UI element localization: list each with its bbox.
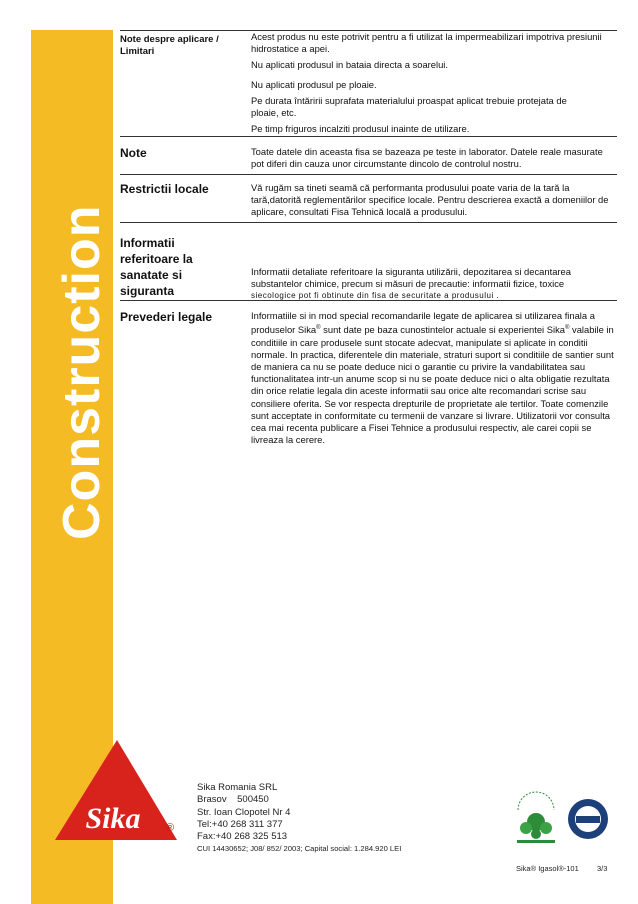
company-city: Brasov: [197, 794, 227, 806]
divider: [120, 222, 617, 223]
footer-page-number: 3/3: [597, 864, 608, 873]
registered-mark: ®: [166, 822, 175, 834]
divider: [120, 300, 617, 301]
company-postal: 500450: [237, 794, 269, 806]
text-line: Pe durata întăririi suprafata materialului proaspat aplicat trebuie protejata de ploaie, etc.: [251, 95, 567, 118]
text-line: Nu aplicati produsul in bataia directa a soarelui.: [251, 59, 448, 70]
section-label: Informatii referitoare la sanatate si siguranta: [120, 236, 193, 298]
sup-mark: ®: [565, 325, 570, 332]
text-part: sunt date pe baza cunostintelor actuale si experientei Sika: [320, 324, 565, 336]
text-line: Pe timp friguros incalziti produsul inainte de utilizare.: [251, 123, 470, 134]
company-name: Sika Romania SRL: [197, 782, 278, 793]
text-line: Informatii detaliate referitoare la siguranta utilizării, depozitarea si decantarea substantelor chimice, precum si măsuri de precautie: informatii fizice, toxice: [251, 266, 571, 289]
section-text: Vă rugăm sa tineti seamă că performanta produsului poate varia de la tară la tară,datorită reglementărilor specifice locale. Pentru descrierea exactă a domeniilor de aplicare, consultati Fisa Tehnică locală a produsului.: [251, 182, 609, 217]
section-label: Prevederi legale: [120, 310, 213, 324]
company-legal: CUI 14430652; J08/ 852/ 2003; Capital social: 1.284.920 LEI: [197, 844, 402, 854]
sika-logo: [55, 740, 177, 840]
footer-product: Sika® Igasol®-101: [516, 864, 579, 873]
section-label: Note: [120, 146, 147, 160]
eco-certification-icon: [512, 790, 560, 845]
section-label: Note despre aplicare / Limitari: [120, 34, 219, 57]
sidebar-vertical-title: Construction: [53, 204, 111, 540]
company-city-line: [197, 794, 401, 806]
section-text: [251, 31, 617, 135]
text-line: Nu aplicati produsul pe ploaie.: [251, 79, 377, 90]
svg-text:Sika: Sika: [85, 802, 141, 835]
text-part: Informatiile si in mod special recomandarile legate de aplicarea si utilizarea finala a produselor Sika: [251, 310, 595, 336]
divider: [120, 174, 617, 175]
text-line: Acest produs nu este potrivit pentru a fi utilizat la impermeabilizari impotriva presiunii hidrostatice a apei.: [251, 31, 602, 54]
text-part: valabile in conditiile in care produsele sunt stocate adecvat, manipulate si aplicate in conditii normale. In practica, diferentele din materiale, straturi suport si conditiile de santier sunt de maniera ca nu se poate deduce nici o garantie cu privire la vandabilitatea sau functionalitatea intr-un anume scop si nu se poate deduce nici o alta obligatie rezultata din orice relatie legala din aceste informatii sau orice alte recomandari scrise sau consiliere oferita. Se vor respecta drepturile de proprietate ale tertilor. Toate comenzile sunt acceptate in conformitate cu termenii de vanzare si livrare. Utilizatorii vor consulta cea mai recenta publicare a Fisei Tehnice a produsului respectiv, ale carei copii se livreaza la cerere.: [251, 324, 614, 446]
section-text: [251, 310, 617, 446]
company-tel: Tel:+40 268 311 377: [197, 818, 283, 830]
section-text: Toate datele din aceasta fisa se bazeaza pe teste in laborator. Datele reale masurate pot diferi din cauza unor circumstante dincolo de controlul nostru.: [251, 146, 603, 169]
company-address: [197, 782, 401, 856]
divider: [120, 136, 617, 137]
section-label: Restrictii locale: [120, 182, 209, 196]
company-fax: Fax:+40 268 325 513: [197, 831, 288, 843]
company-street: Str. Ioan Clopotel Nr 4: [197, 806, 291, 818]
iqnet-certification-icon: [567, 798, 609, 840]
section-text: [251, 266, 617, 302]
text-line-tiny: siecologice pot fi obtinute din fisa de securitate a produsului .: [251, 291, 500, 300]
sup-mark: ®: [316, 325, 321, 332]
